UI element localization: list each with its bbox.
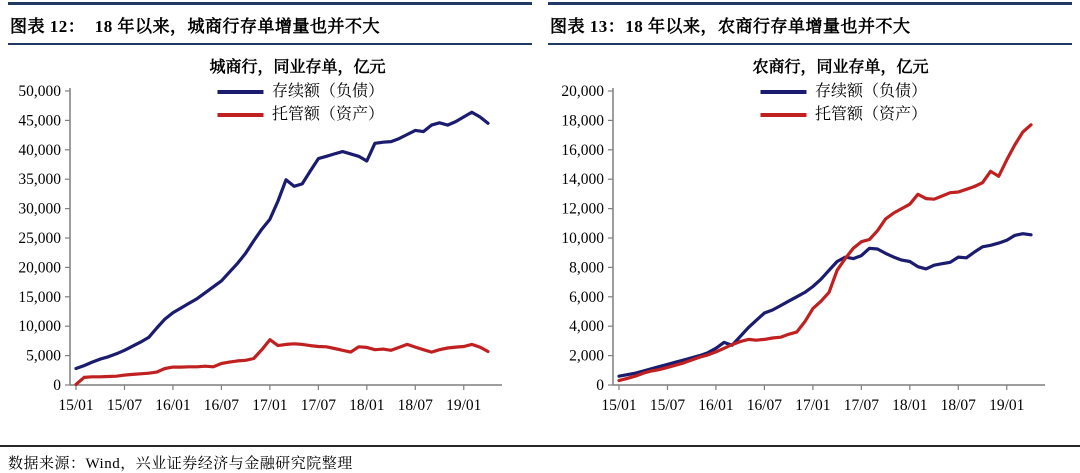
y-axis-tick-label: 16,000 <box>561 141 604 159</box>
figure-header-row <box>0 0 1080 45</box>
x-axis-tick-label: 16/07 <box>746 397 783 414</box>
legend-item-custody <box>760 105 927 125</box>
legend-item-custody <box>217 105 384 125</box>
series-line-balance <box>76 112 488 368</box>
legend-label-balance: 存续额（负债） <box>271 83 385 100</box>
chart-rural-commercial-banks <box>549 57 1074 419</box>
legend-line-swatch-navy <box>760 90 806 94</box>
y-axis-tick-label: 2,000 <box>569 347 604 365</box>
x-axis-tick-label: 19/01 <box>446 397 482 414</box>
source-note: 数据来源：Wind，兴业证券经济与金融研究院整理 <box>8 456 353 472</box>
series-line-custody <box>619 125 1031 381</box>
chart-city-commercial-banks <box>6 57 531 419</box>
x-axis-tick-label: 16/01 <box>698 397 734 414</box>
y-axis-tick-label: 10,000 <box>561 230 604 247</box>
y-axis-tick-label: 20,000 <box>18 259 61 277</box>
y-axis-tick-label: 5,000 <box>26 347 61 365</box>
chart-legend <box>217 82 384 125</box>
y-axis-tick-label: 15,000 <box>18 288 61 306</box>
y-axis-tick-label: 25,000 <box>18 230 61 247</box>
legend-item-balance <box>217 82 384 102</box>
y-axis-tick-label: 20,000 <box>561 83 604 100</box>
y-axis-tick-label: 10,000 <box>18 318 61 336</box>
x-axis-tick-label: 18/07 <box>940 397 976 414</box>
line-chart-city <box>6 79 531 419</box>
x-axis-tick-label: 17/07 <box>300 397 337 414</box>
x-axis-tick-label: 17/01 <box>795 397 831 414</box>
legend-item-balance <box>760 82 927 102</box>
series-line-custody <box>76 340 488 385</box>
charts-row <box>0 57 1080 419</box>
legend-line-swatch-red <box>760 113 806 117</box>
x-axis-tick-label: 15/07 <box>649 397 686 414</box>
chart-legend <box>760 82 927 125</box>
x-axis-tick-label: 18/01 <box>892 397 928 414</box>
x-axis-tick-label: 15/01 <box>58 397 94 414</box>
legend-label-balance: 存续额（负债） <box>814 83 928 100</box>
x-axis-tick-label: 16/07 <box>203 397 240 414</box>
series-line-balance <box>619 234 1031 377</box>
legend-line-swatch-red <box>217 113 263 117</box>
x-axis-tick-label: 15/07 <box>106 397 143 414</box>
y-axis-tick-label: 12,000 <box>561 200 604 218</box>
y-axis-tick-label: 18,000 <box>561 112 604 130</box>
x-axis-tick-label: 18/07 <box>397 397 433 414</box>
legend-label-custody: 托管额（资产） <box>271 106 385 123</box>
y-axis-tick-label: 30,000 <box>18 200 61 218</box>
figure-13-header <box>548 2 1072 45</box>
line-chart-canvas <box>6 79 511 419</box>
y-axis-tick-label: 50,000 <box>18 83 61 100</box>
x-axis-tick-label: 19/01 <box>989 397 1025 414</box>
x-axis-tick-label: 17/07 <box>843 397 880 414</box>
figure-13-title: 图表 13：18 年以来，农商行存单增量也并不大 <box>550 17 911 36</box>
x-axis-tick-label: 15/01 <box>601 397 637 414</box>
y-axis-tick-label: 0 <box>53 377 61 394</box>
figure-12-title: 图表 12： 18 年以来，城商行存单增量也并不大 <box>10 17 380 36</box>
y-axis-tick-label: 45,000 <box>18 112 61 130</box>
y-axis-tick-label: 0 <box>596 377 604 394</box>
x-axis-tick-label: 16/01 <box>155 397 191 414</box>
y-axis-tick-label: 35,000 <box>18 171 61 189</box>
y-axis-tick-label: 6,000 <box>569 288 604 306</box>
y-axis-tick-label: 40,000 <box>18 141 61 159</box>
y-axis-tick-label: 4,000 <box>569 318 604 336</box>
line-chart-canvas <box>549 79 1054 419</box>
x-axis-tick-label: 18/01 <box>349 397 385 414</box>
y-axis-tick-label: 8,000 <box>569 259 604 277</box>
legend-line-swatch-navy <box>217 90 263 94</box>
figure-12-header <box>8 2 532 45</box>
chart-title: 农商行，同业存单，亿元 <box>752 59 929 76</box>
chart-title: 城商行，同业存单，亿元 <box>209 59 386 76</box>
legend-label-custody: 托管额（资产） <box>814 106 928 123</box>
y-axis-tick-label: 14,000 <box>561 171 604 189</box>
x-axis-tick-label: 17/01 <box>252 397 288 414</box>
line-chart-rural <box>549 79 1074 419</box>
